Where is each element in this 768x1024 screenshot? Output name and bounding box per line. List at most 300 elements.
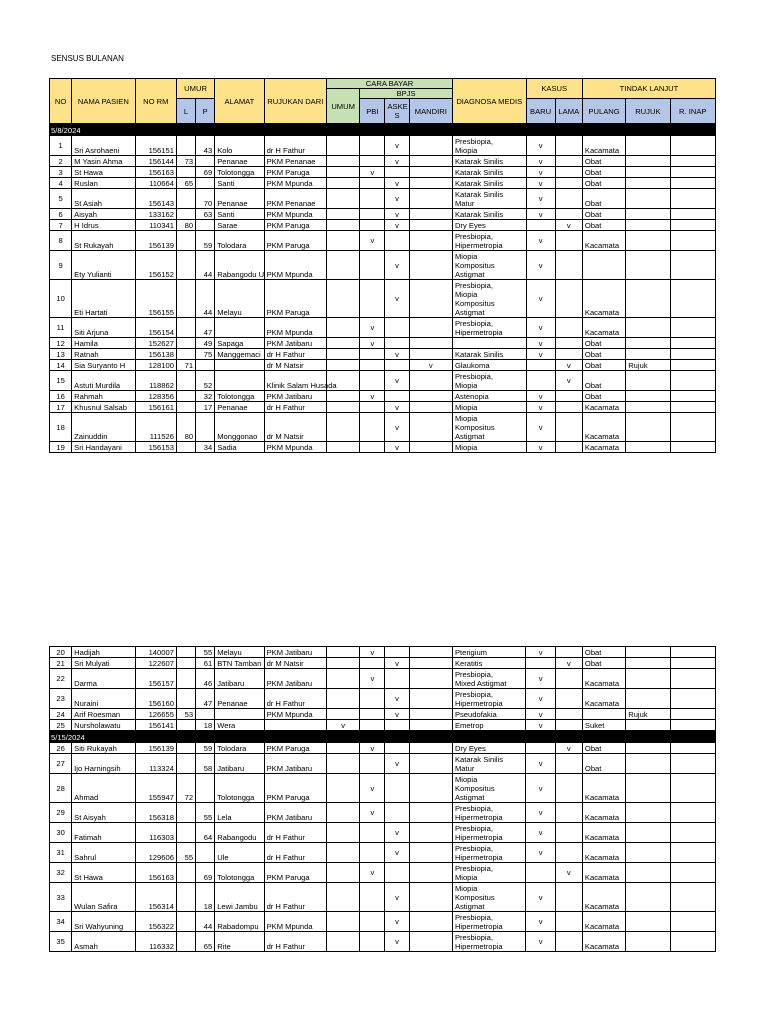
cell-no: 3 [50, 167, 72, 178]
cell-nama-pasien: Nuraini [72, 689, 135, 709]
header-l: L [176, 99, 195, 124]
cell-baru: v [526, 167, 555, 178]
cell-umur-p: 70 [196, 189, 215, 209]
cell-baru: v [526, 843, 555, 863]
cell-pbi [360, 280, 385, 318]
cell-rujuk [626, 442, 670, 453]
header-bpjs: BPJS [360, 89, 453, 99]
cell-umum [327, 774, 360, 803]
cell-mandiri [409, 156, 452, 167]
cell-no-rm: 110341 [135, 220, 176, 231]
cell-umur-l [176, 371, 195, 391]
cell-umum [327, 280, 360, 318]
cell-alamat: Kolo [215, 136, 264, 156]
cell-no-rm: 128356 [135, 391, 176, 402]
cell-lama: v [555, 220, 582, 231]
cell-askes: v [385, 251, 409, 280]
cell-mandiri [409, 136, 452, 156]
cell-rujukan-dari: Klinik Salam Husada [264, 371, 326, 391]
cell-no-rm: 156153 [135, 442, 176, 453]
table-row [50, 338, 716, 349]
header-baru: BARU [526, 99, 555, 124]
header-mandiri: MANDIRI [409, 99, 452, 124]
cell-pbi: v [360, 743, 385, 754]
cell-rujuk [626, 647, 670, 658]
cell-pbi: v [360, 647, 385, 658]
cell-umur-l [176, 932, 195, 952]
cell-diagnosa-medis: Katarak Sinilis [452, 178, 526, 189]
cell-rujukan-dari: PKM Mpunda [264, 251, 326, 280]
cell-rujuk [626, 754, 670, 774]
cell-mandiri [409, 231, 452, 251]
cell-pbi [360, 843, 385, 863]
cell-pbi [360, 178, 385, 189]
date-label: 5/15/2024 [50, 731, 716, 743]
cell-pbi [360, 371, 385, 391]
cell-alamat [215, 709, 264, 720]
cell-umur-l [176, 167, 195, 178]
header-diagnosa-medis: DIAGNOSA MEDIS [452, 79, 526, 124]
cell-umur-p: 32 [196, 391, 215, 402]
cell-no-rm: 122607 [135, 658, 176, 669]
cell-askes: v [385, 658, 409, 669]
cell-diagnosa-medis: Dry Eyes [452, 743, 526, 754]
cell-mandiri [409, 220, 452, 231]
cell-rujuk [626, 863, 670, 883]
cell-mandiri [409, 391, 452, 402]
cell-pbi [360, 823, 385, 843]
cell-nama-pasien: Sri Wahyuning [72, 912, 135, 932]
table-row [50, 318, 716, 338]
header-lama: LAMA [555, 99, 582, 124]
cell-lama: v [555, 863, 582, 883]
cell-mandiri [409, 863, 452, 883]
cell-lama [555, 720, 582, 731]
cell-no: 30 [50, 823, 72, 843]
cell-askes: v [385, 189, 409, 209]
cell-pbi: v [360, 231, 385, 251]
cell-umum [327, 178, 360, 189]
table-row [50, 280, 716, 318]
cell-pbi: v [360, 318, 385, 338]
cell-umur-p: 64 [196, 823, 215, 843]
cell-umum [327, 231, 360, 251]
cell-umur-l [176, 338, 195, 349]
header-no: NO [50, 79, 72, 124]
cell-nama-pasien: Hadijah [72, 647, 135, 658]
cell-lama [555, 391, 582, 402]
cell-rujuk [626, 720, 670, 731]
cell-baru: v [526, 413, 555, 442]
cell-pulang: Obat [582, 647, 625, 658]
cell-r-inap [670, 754, 715, 774]
cell-umur-l [176, 669, 195, 689]
cell-r-inap [670, 413, 715, 442]
cell-no: 9 [50, 251, 72, 280]
header-nama-pasien: NAMA PASIEN [72, 79, 135, 124]
cell-alamat: Lewi Jambu [215, 883, 264, 912]
cell-rujukan-dari: PKM Penanae [264, 156, 326, 167]
cell-lama [555, 803, 582, 823]
cell-umur-l: 53 [176, 709, 195, 720]
cell-umur-l [176, 136, 195, 156]
cell-no-rm: 156151 [135, 136, 176, 156]
cell-pulang: Kacamata [582, 280, 625, 318]
cell-nama-pasien: Siti Rukayah [72, 743, 135, 754]
cell-rujuk [626, 318, 670, 338]
cell-no-rm: 116332 [135, 932, 176, 952]
cell-alamat: Wera [215, 720, 264, 731]
cell-diagnosa-medis: Dry Eyes [452, 220, 526, 231]
cell-askes [385, 391, 409, 402]
cell-nama-pasien: Fatimah [72, 823, 135, 843]
cell-no: 34 [50, 912, 72, 932]
cell-baru: v [526, 669, 555, 689]
cell-rujuk [626, 689, 670, 709]
cell-lama: v [555, 360, 582, 371]
cell-rujuk: Rujuk [626, 360, 670, 371]
cell-rujukan-dari: PKM Jatibaru [264, 338, 326, 349]
cell-rujukan-dari: dr H Fathur [264, 136, 326, 156]
cell-askes [385, 720, 409, 731]
cell-pulang: Kacamata [582, 803, 625, 823]
cell-lama [555, 442, 582, 453]
cell-askes: v [385, 709, 409, 720]
cell-umum [327, 803, 360, 823]
cell-umur-l [176, 689, 195, 709]
cell-rujuk [626, 189, 670, 209]
cell-rujuk [626, 156, 670, 167]
cell-umum: v [327, 720, 360, 731]
cell-r-inap [670, 360, 715, 371]
cell-r-inap [670, 720, 715, 731]
cell-askes: v [385, 912, 409, 932]
cell-umur-p: 63 [196, 209, 215, 220]
cell-rujuk [626, 178, 670, 189]
cell-no-rm: 128100 [135, 360, 176, 371]
cell-lama [555, 231, 582, 251]
cell-nama-pasien: Wulan Safira [72, 883, 135, 912]
cell-no-rm: 156144 [135, 156, 176, 167]
cell-diagnosa-medis: Emetrop [452, 720, 526, 731]
cell-no-rm: 126655 [135, 709, 176, 720]
cell-lama: v [555, 658, 582, 669]
cell-pbi: v [360, 863, 385, 883]
cell-rujukan-dari: dr H Fathur [264, 823, 326, 843]
cell-mandiri [409, 413, 452, 442]
cell-pbi [360, 658, 385, 669]
cell-askes: v [385, 932, 409, 952]
cell-baru [526, 360, 555, 371]
header-rujukan-dari: RUJUKAN DARI [264, 79, 326, 124]
cell-diagnosa-medis: Miopia [452, 402, 526, 413]
cell-diagnosa-medis: Miopia Kompositus Astigmat [452, 774, 526, 803]
cell-rujukan-dari: PKM Mpunda [264, 912, 326, 932]
cell-umur-p: 18 [196, 883, 215, 912]
cell-alamat: Rabangodu U [215, 251, 264, 280]
cell-lama [555, 209, 582, 220]
table-row [50, 220, 716, 231]
cell-askes [385, 318, 409, 338]
cell-r-inap [670, 709, 715, 720]
cell-nama-pasien: Siti Arjuna [72, 318, 135, 338]
cell-no: 23 [50, 689, 72, 709]
cell-no: 7 [50, 220, 72, 231]
cell-umur-l: 73 [176, 156, 195, 167]
cell-baru: v [526, 136, 555, 156]
cell-no-rm: 156139 [135, 743, 176, 754]
cell-diagnosa-medis: Katarak Sinilis Matur [452, 189, 526, 209]
cell-umur-l [176, 402, 195, 413]
cell-no: 25 [50, 720, 72, 731]
table-row [50, 189, 716, 209]
cell-rujukan-dari: PKM Mpunda [264, 709, 326, 720]
cell-r-inap [670, 883, 715, 912]
cell-diagnosa-medis: Katarak Sinilis [452, 156, 526, 167]
cell-alamat: Penanae [215, 156, 264, 167]
cell-r-inap [670, 178, 715, 189]
cell-umur-p: 47 [196, 318, 215, 338]
header-alamat: ALAMAT [215, 79, 264, 124]
cell-umur-p: 59 [196, 231, 215, 251]
cell-r-inap [670, 647, 715, 658]
cell-pbi: v [360, 803, 385, 823]
cell-umur-p: 55 [196, 803, 215, 823]
cell-umum [327, 754, 360, 774]
cell-umum [327, 669, 360, 689]
cell-alamat: Rabangodu [215, 823, 264, 843]
cell-pulang [582, 251, 625, 280]
cell-baru: v [526, 709, 555, 720]
cell-rujuk [626, 402, 670, 413]
cell-pbi [360, 442, 385, 453]
cell-rujukan-dari: PKM Jatibaru [264, 647, 326, 658]
cell-umum [327, 349, 360, 360]
cell-diagnosa-medis: Astenopia [452, 391, 526, 402]
table-row [50, 136, 716, 156]
cell-umur-p: 58 [196, 754, 215, 774]
cell-rujuk [626, 251, 670, 280]
cell-umur-p [196, 178, 215, 189]
cell-pbi: v [360, 669, 385, 689]
cell-diagnosa-medis: Katarak Sinilis [452, 349, 526, 360]
cell-pulang: Kacamata [582, 318, 625, 338]
cell-pbi [360, 156, 385, 167]
cell-umur-l: 80 [176, 220, 195, 231]
cell-no: 18 [50, 413, 72, 442]
cell-lama [555, 156, 582, 167]
cell-rujukan-dari: dr M Natsir [264, 360, 326, 371]
cell-alamat [215, 360, 264, 371]
cell-umum [327, 413, 360, 442]
cell-no: 28 [50, 774, 72, 803]
cell-rujuk [626, 280, 670, 318]
cell-umur-l: 55 [176, 843, 195, 863]
cell-r-inap [670, 280, 715, 318]
cell-mandiri [409, 823, 452, 843]
table-row [50, 402, 716, 413]
cell-rujukan-dari: PKM Mpunda [264, 209, 326, 220]
cell-lama [555, 883, 582, 912]
cell-mandiri [409, 371, 452, 391]
cell-alamat: Lela [215, 803, 264, 823]
cell-no: 12 [50, 338, 72, 349]
cell-umum [327, 843, 360, 863]
cell-baru: v [526, 189, 555, 209]
cell-umum [327, 863, 360, 883]
cell-baru: v [526, 156, 555, 167]
cell-mandiri [409, 280, 452, 318]
cell-lama [555, 912, 582, 932]
cell-umum [327, 209, 360, 220]
cell-nama-pasien: H Idrus [72, 220, 135, 231]
cell-umum [327, 932, 360, 952]
cell-askes: v [385, 823, 409, 843]
census-table-page-1 [49, 78, 716, 453]
cell-baru: v [526, 391, 555, 402]
cell-r-inap [670, 209, 715, 220]
cell-mandiri [409, 442, 452, 453]
cell-nama-pasien: St Hawa [72, 863, 135, 883]
cell-umur-p [196, 774, 215, 803]
cell-lama [555, 669, 582, 689]
cell-umum [327, 136, 360, 156]
cell-rujuk [626, 371, 670, 391]
cell-umur-p: 52 [196, 371, 215, 391]
cell-nama-pasien: Ratnah [72, 349, 135, 360]
cell-askes: v [385, 178, 409, 189]
cell-alamat [215, 318, 264, 338]
cell-askes: v [385, 402, 409, 413]
cell-umum [327, 338, 360, 349]
header-cara-bayar: CARA BAYAR [327, 79, 453, 89]
cell-mandiri [409, 774, 452, 803]
cell-no: 16 [50, 391, 72, 402]
cell-r-inap [670, 743, 715, 754]
cell-mandiri [409, 647, 452, 658]
cell-alamat: Monggonao [215, 413, 264, 442]
cell-umur-l [176, 209, 195, 220]
cell-mandiri [409, 709, 452, 720]
cell-lama: v [555, 743, 582, 754]
cell-nama-pasien: Sia Suryanto H [72, 360, 135, 371]
cell-diagnosa-medis: Presbiopia, Hipermetropia [452, 932, 526, 952]
cell-r-inap [670, 402, 715, 413]
cell-umum [327, 912, 360, 932]
cell-diagnosa-medis: Presbiopia, Miopia Kompositus Astigmat [452, 280, 526, 318]
table-row [50, 774, 716, 803]
cell-lama [555, 774, 582, 803]
cell-pulang: Kacamata [582, 883, 625, 912]
cell-r-inap [670, 932, 715, 952]
cell-no-rm: 111526 [135, 413, 176, 442]
cell-lama [555, 349, 582, 360]
cell-diagnosa-medis: Pterigium [452, 647, 526, 658]
cell-umur-p: 46 [196, 669, 215, 689]
cell-no: 6 [50, 209, 72, 220]
cell-r-inap [670, 167, 715, 178]
cell-no: 11 [50, 318, 72, 338]
cell-r-inap [670, 251, 715, 280]
cell-r-inap [670, 689, 715, 709]
cell-no-rm: 156322 [135, 912, 176, 932]
cell-no-rm: 156152 [135, 251, 176, 280]
cell-umur-p: 47 [196, 689, 215, 709]
cell-alamat: Penanae [215, 402, 264, 413]
cell-rujuk [626, 349, 670, 360]
cell-nama-pasien: Nursholawatu [72, 720, 135, 731]
table-row [50, 167, 716, 178]
cell-no: 5 [50, 189, 72, 209]
cell-nama-pasien: Darma [72, 669, 135, 689]
cell-nama-pasien: Eti Hartati [72, 280, 135, 318]
header-kasus: KASUS [526, 79, 582, 99]
cell-no: 19 [50, 442, 72, 453]
cell-alamat: Tolotongga [215, 391, 264, 402]
table-body [50, 647, 716, 952]
cell-no-rm: 129606 [135, 843, 176, 863]
cell-rujukan-dari: PKM Paruga [264, 231, 326, 251]
cell-rujukan-dari: PKM Mpunda [264, 318, 326, 338]
cell-r-inap [670, 220, 715, 231]
cell-lama [555, 413, 582, 442]
cell-rujukan-dari: PKM Jatibaru [264, 803, 326, 823]
cell-umur-l [176, 349, 195, 360]
cell-rujuk [626, 843, 670, 863]
cell-pulang: Obat [582, 754, 625, 774]
cell-umur-l [176, 863, 195, 883]
cell-diagnosa-medis: Miopia [452, 442, 526, 453]
table-row [50, 803, 716, 823]
cell-pulang: Kacamata [582, 231, 625, 251]
cell-mandiri [409, 883, 452, 912]
cell-no: 17 [50, 402, 72, 413]
cell-pbi [360, 932, 385, 952]
cell-pulang: Obat [582, 391, 625, 402]
cell-pulang: Obat [582, 360, 625, 371]
cell-pbi [360, 251, 385, 280]
cell-pulang: Kacamata [582, 863, 625, 883]
cell-lama [555, 932, 582, 952]
cell-pulang: Kacamata [582, 843, 625, 863]
cell-askes: v [385, 280, 409, 318]
cell-no: 13 [50, 349, 72, 360]
cell-mandiri [409, 658, 452, 669]
cell-askes [385, 669, 409, 689]
cell-rujuk [626, 669, 670, 689]
cell-lama [555, 709, 582, 720]
cell-diagnosa-medis [452, 338, 526, 349]
cell-baru: v [526, 318, 555, 338]
cell-askes [385, 231, 409, 251]
cell-umur-l [176, 912, 195, 932]
cell-askes: v [385, 754, 409, 774]
cell-askes: v [385, 843, 409, 863]
cell-rujukan-dari [264, 720, 326, 731]
cell-r-inap [670, 136, 715, 156]
date-separator-row [50, 731, 716, 743]
cell-alamat: Sapaga [215, 338, 264, 349]
cell-pbi [360, 754, 385, 774]
cell-baru: v [526, 280, 555, 318]
table-row [50, 413, 716, 442]
cell-baru: v [526, 209, 555, 220]
cell-nama-pasien: Hamila [72, 338, 135, 349]
cell-no-rm: 156160 [135, 689, 176, 709]
cell-lama [555, 251, 582, 280]
cell-umur-l [176, 720, 195, 731]
cell-askes: v [385, 209, 409, 220]
